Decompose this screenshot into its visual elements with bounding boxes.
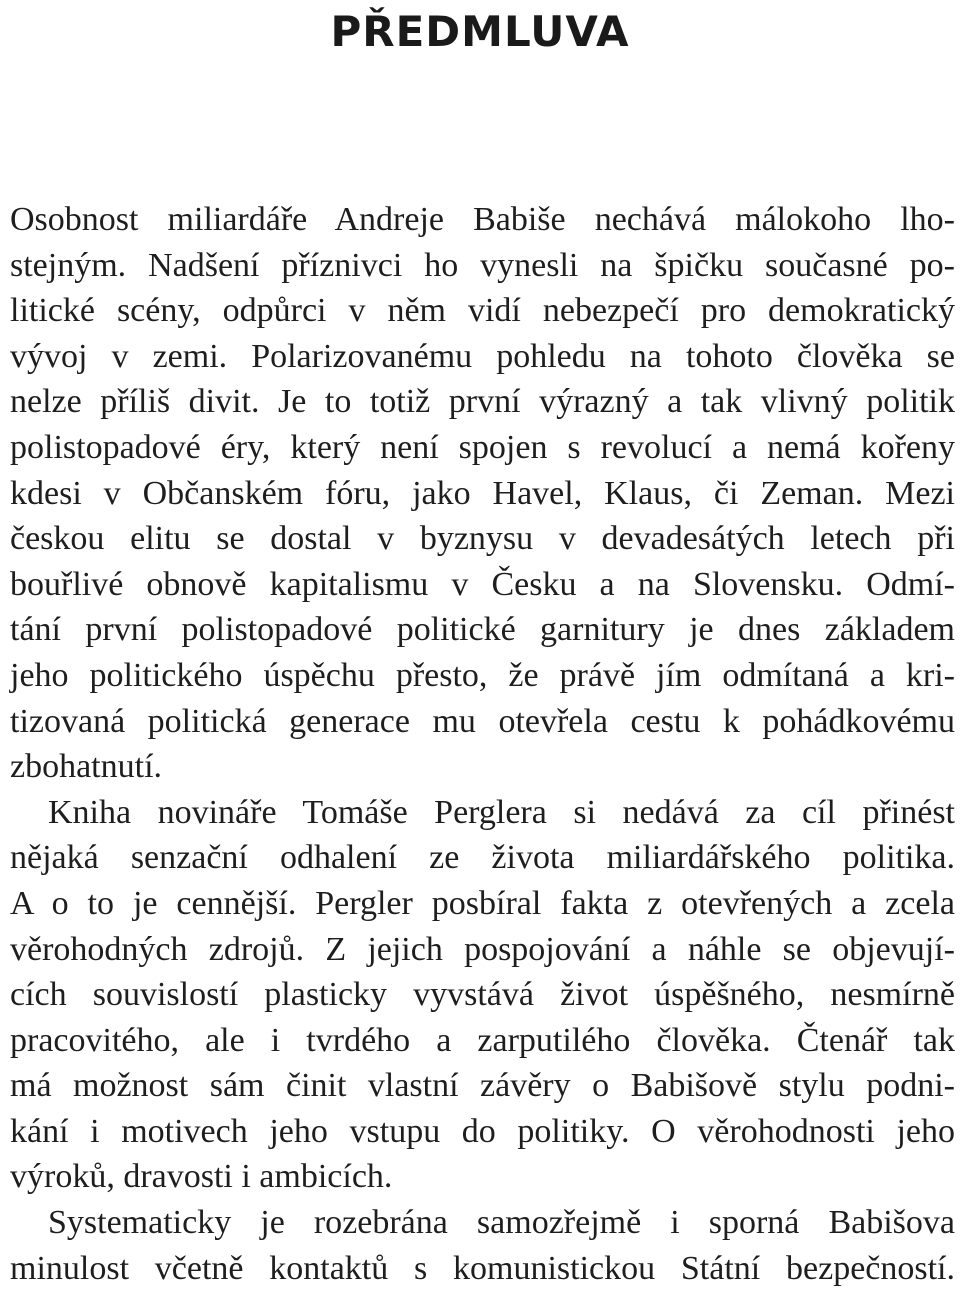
text-line: bouřlivé obnově kapitalismu v Česku a na Slovensku. Odmí-: [10, 565, 955, 603]
text-line: Kniha novináře Tomáše Perglera si nedává za cíl přinést: [48, 793, 955, 831]
text-line: tání první polistopadové politické garnitury je dnes základem: [10, 611, 955, 649]
text-line: věrohodných zdrojů. Z jejich pospojování a náhle se objevují-: [10, 930, 955, 968]
text-line: pracovitého, ale i tvrdého a zarputilého člověka. Čtenář tak: [10, 1021, 955, 1059]
paragraph-2: [10, 790, 955, 1200]
text-line: litické scény, odpůrci v něm vidí nebezpečí pro demokratický: [10, 292, 955, 330]
text-line: zbohatnutí.: [10, 748, 163, 786]
paragraph-3: [10, 1200, 955, 1291]
text-line: jeho politického úspěchu přesto, že právě jím odmítaná a kri-: [10, 656, 955, 694]
text-line: Osobnost miliardáře Andreje Babiše nechává málokoho lho-: [10, 201, 955, 238]
text-line: stejným. Nadšení příznivci ho vynesli na špičku současné po-: [10, 246, 955, 284]
text-line: cích souvislostí plasticky vyvstává život úspěšného, nesmírně: [10, 976, 955, 1014]
text-line: českou elitu se dostal v byznysu v devadesátých letech při: [10, 520, 955, 558]
text-line: minulost včetně kontaktů s komunistickou Státní bezpečností.: [10, 1249, 955, 1287]
text-line: Systematicky je rozebrána samozřejmě i sporná Babišova: [48, 1204, 955, 1242]
text-line: nelze příliš divit. Je to totiž první výrazný a tak vlivný politik: [10, 383, 955, 421]
text-line: tizovaná politická generace mu otevřela cestu k pohádkovému: [10, 702, 955, 740]
paragraph-1: [10, 197, 955, 790]
text-line: má možnost sám činit vlastní závěry o Babišově stylu podni-: [10, 1067, 955, 1105]
preface-body: [10, 197, 955, 1291]
text-line: kání i motivech jeho vstupu do politiky. O věrohodnosti jeho: [10, 1112, 955, 1150]
page-title: PŘEDMLUVA: [330, 7, 630, 56]
text-line: vývoj v zemi. Polarizovanému pohledu na tohoto člověka se: [10, 337, 955, 375]
text-line: kdesi v Občanském fóru, jako Havel, Klaus, či Zeman. Mezi: [10, 474, 955, 512]
text-line: A o to je cennější. Pergler posbíral fakta z otevřených a zcela: [10, 884, 955, 922]
text-line: polistopadové éry, který není spojen s revolucí a nemá kořeny: [10, 428, 955, 466]
text-line: výroků, dravosti i ambicích.: [10, 1158, 393, 1196]
text-line: nějaká senzační odhalení ze života miliardářského politika.: [10, 839, 955, 877]
